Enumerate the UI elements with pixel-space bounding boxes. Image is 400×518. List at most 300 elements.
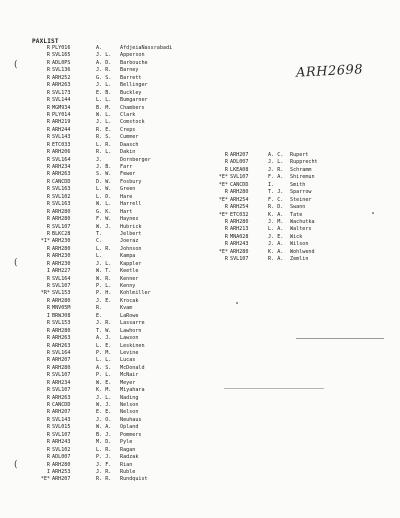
entry-name: Neuhaus — [120, 416, 142, 423]
entry-name: Barrett — [120, 74, 142, 81]
entry-name: Walters — [290, 226, 312, 233]
list-item — [38, 409, 210, 416]
entry-name: Dakin — [120, 149, 136, 156]
entry-name: Lassarre — [120, 320, 145, 327]
entry-name: Kenny — [120, 283, 136, 289]
status-mark: R — [46, 216, 50, 223]
entry-code: SVL153 — [52, 290, 71, 297]
status-mark: *E* — [218, 211, 228, 218]
entry-initials: J. L. — [96, 82, 112, 89]
entry-initials: T. — [96, 230, 103, 237]
list-item — [38, 82, 210, 89]
entry-initials: T. J. — [268, 189, 284, 196]
entry-code: ARH253 — [52, 468, 71, 475]
entry-initials: G. K. — [96, 208, 112, 215]
entry-initials: W. J. — [96, 223, 112, 230]
entry-name: Dornberger — [120, 156, 151, 163]
entry-name: LaRowe — [120, 312, 139, 319]
status-mark: R — [224, 233, 228, 240]
entry-name: Jelbert — [120, 230, 142, 237]
status-mark: *R* — [40, 290, 50, 297]
list-item — [38, 402, 210, 409]
status-mark: R — [46, 364, 50, 371]
entry-initials: B. M. — [96, 104, 112, 111]
status-mark: R — [46, 297, 50, 304]
entry-code: ETC032 — [230, 211, 249, 218]
entry-name: Zemlin — [290, 256, 309, 263]
list-item — [38, 224, 210, 231]
list-item — [38, 179, 210, 186]
entry-initials: P. M. — [96, 349, 112, 356]
entry-initials: L. R. — [96, 446, 112, 453]
status-mark: R — [46, 111, 50, 118]
entry-name: Sparrow — [290, 189, 312, 196]
entry-code: ARH280 — [52, 297, 71, 304]
status-mark: R — [46, 201, 50, 208]
list-item — [38, 216, 210, 223]
status-mark: R — [46, 431, 50, 438]
status-mark: R — [46, 74, 50, 81]
list-item — [38, 209, 210, 216]
status-mark: R — [46, 283, 50, 289]
entry-code: ARH280 — [52, 216, 71, 223]
list-item — [38, 112, 210, 119]
list-item — [38, 372, 210, 379]
entry-name: Bellinger — [120, 82, 148, 89]
entry-code: SVL165 — [52, 52, 71, 59]
entry-initials: J. E. — [268, 233, 284, 240]
entry-code: CANCDD — [52, 178, 71, 185]
list-item — [38, 253, 210, 260]
status-mark: R — [46, 59, 50, 66]
entry-code: ARH219 — [52, 119, 71, 126]
entry-initials: J. L. — [96, 394, 112, 401]
entry-initials: A. C. — [268, 152, 284, 158]
list-item — [216, 212, 380, 219]
entry-initials: W. L. — [96, 201, 112, 208]
status-mark: R — [46, 193, 50, 200]
status-mark: *E* — [218, 181, 228, 188]
entry-code: SVL107 — [52, 387, 71, 394]
list-item — [38, 238, 210, 245]
entry-initials: A. D. — [96, 59, 112, 66]
entry-name: Levine — [120, 349, 139, 356]
entry-code: ADL0PS — [52, 59, 71, 66]
entry-code: ARH280 — [52, 245, 71, 252]
entry-code: ARH254 — [230, 196, 249, 203]
entry-initials: R. R. — [96, 476, 112, 483]
entry-initials: L. W. — [96, 186, 112, 193]
entry-name: Kampa — [120, 253, 136, 260]
entry-initials: J. L. — [268, 159, 284, 166]
entry-initials: P. H. — [96, 290, 112, 297]
entry-initials: K. A. — [268, 248, 284, 255]
entry-code: ARH280 — [52, 208, 71, 215]
entry-code: ARH280 — [52, 364, 71, 371]
list-item — [38, 395, 210, 402]
list-item — [38, 387, 210, 394]
status-mark: R — [46, 119, 50, 126]
entry-name: Kenner — [120, 275, 139, 282]
entry-name: Swann — [290, 204, 306, 211]
entry-code: SVL102 — [52, 446, 71, 453]
entry-code: SVL173 — [52, 89, 71, 96]
list-item — [216, 167, 380, 174]
entry-name: Kohlmiller — [120, 290, 151, 297]
list-item — [38, 261, 210, 268]
entry-name: Haynes — [120, 216, 139, 223]
list-item — [38, 186, 210, 193]
document-title: PAXLIST — [32, 38, 59, 45]
entry-code: SVL163 — [52, 186, 71, 193]
entry-initials: E. E. — [96, 409, 112, 416]
status-mark: I — [46, 268, 50, 275]
status-mark: R — [46, 379, 50, 386]
entry-name: Kvam — [120, 305, 133, 312]
entry-code: ARH230 — [52, 260, 71, 267]
list-item — [216, 241, 380, 248]
entry-code: ADL007 — [230, 159, 249, 166]
list-item — [38, 171, 210, 178]
entry-initials: F. A. — [268, 174, 284, 181]
list-item — [38, 424, 210, 431]
status-mark: R — [224, 166, 228, 173]
status-mark: R — [46, 164, 50, 170]
entry-code: ARH243 — [52, 439, 71, 446]
list-item — [38, 290, 210, 297]
entry-code: ARH244 — [52, 126, 71, 133]
entry-code: ARH207 — [52, 476, 71, 483]
list-item — [216, 174, 380, 181]
status-mark: R — [224, 159, 228, 166]
entry-name: Barney — [120, 67, 139, 74]
status-mark: R — [224, 256, 228, 263]
list-item — [38, 462, 210, 469]
entry-code: SVL164 — [52, 349, 71, 356]
status-mark: R — [224, 204, 228, 211]
status-mark: R — [46, 89, 50, 96]
entry-initials: K. M. — [96, 387, 112, 394]
entry-initials: R. L. — [96, 149, 112, 156]
entry-name: Opland — [120, 424, 139, 431]
entry-name: Krocak — [120, 297, 139, 304]
status-mark: R — [46, 424, 50, 431]
entry-name: Wachutka — [290, 218, 315, 225]
entry-initials: J. L. — [96, 260, 112, 267]
status-mark: R — [46, 149, 50, 156]
entry-initials: R. — [96, 305, 103, 312]
entry-code: SVL153 — [52, 320, 71, 327]
entry-name: Keetle — [120, 268, 139, 275]
passenger-list-left — [38, 45, 210, 484]
list-item — [38, 417, 210, 424]
list-item — [216, 226, 380, 233]
entry-initials: R. S. — [96, 134, 112, 141]
entry-initials: M. D. — [96, 439, 112, 446]
divider-line — [296, 338, 384, 339]
entry-name: Rian — [120, 461, 133, 468]
entry-name: Wohlwend — [290, 248, 315, 255]
entry-code: SVL107 — [230, 174, 249, 181]
entry-name: Bumgarner — [120, 97, 148, 104]
entry-code: ADL007 — [52, 454, 71, 461]
entry-code: LKEA08 — [230, 166, 249, 173]
entry-initials: E. — [96, 312, 103, 319]
entry-code: ARH207 — [230, 152, 249, 158]
entry-code: ARH263 — [52, 171, 71, 178]
status-mark: R — [46, 342, 50, 349]
status-mark: R — [46, 126, 50, 133]
list-item — [38, 149, 210, 156]
status-mark: R — [46, 245, 50, 252]
entry-code: ARH227 — [52, 268, 71, 275]
status-mark: R — [224, 241, 228, 248]
status-mark: R — [224, 152, 228, 158]
list-item — [38, 157, 210, 164]
entry-initials: K. A. — [268, 211, 284, 218]
entry-code: BLKC28 — [52, 230, 71, 237]
entry-name: Buckley — [120, 89, 142, 96]
list-item — [216, 249, 380, 256]
status-mark: R — [46, 178, 50, 185]
entry-initials: R. E. — [96, 126, 112, 133]
list-item — [38, 454, 210, 461]
list-item — [38, 246, 210, 253]
entry-code: SVL107 — [52, 283, 71, 289]
margin-mark: ( — [14, 258, 18, 268]
entry-name: Comstock — [120, 119, 145, 126]
entry-code: ARH234 — [52, 379, 71, 386]
status-mark: R — [46, 372, 50, 379]
status-mark: R — [224, 189, 228, 196]
entry-initials: A. S. — [96, 364, 112, 371]
list-item — [38, 127, 210, 134]
entry-name: Hubrick — [120, 223, 142, 230]
status-mark: *E* — [218, 174, 228, 181]
list-item — [38, 439, 210, 446]
entry-code: ARH243 — [230, 241, 249, 248]
status-mark: *E* — [218, 196, 228, 203]
entry-name: Leskinen — [120, 342, 145, 349]
entry-initials: A. — [96, 45, 103, 51]
entry-code: ARH263 — [52, 335, 71, 342]
status-mark: *E* — [218, 248, 228, 255]
entry-initials: W. L. — [96, 111, 112, 118]
list-item — [38, 305, 210, 312]
status-mark: R — [46, 349, 50, 356]
entry-initials: F. C. — [268, 196, 284, 203]
entry-initials: T. W. — [96, 327, 112, 334]
list-item — [38, 119, 210, 126]
entry-initials: L. L. — [96, 357, 112, 364]
list-item — [38, 283, 210, 290]
list-item — [38, 357, 210, 364]
status-mark: R — [46, 82, 50, 89]
entry-initials: J. E. — [96, 297, 112, 304]
status-mark: R — [46, 45, 50, 51]
entry-code: ARH280 — [230, 248, 249, 255]
entry-name: Rupert — [290, 152, 309, 158]
list-item — [38, 231, 210, 238]
entry-name: Pommers — [120, 431, 142, 438]
entry-code: ARH263 — [52, 394, 71, 401]
entry-initials: J. R. — [96, 468, 112, 475]
status-mark: R — [46, 305, 50, 312]
entry-code: SVL107 — [52, 223, 71, 230]
entry-code: ETC033 — [52, 141, 71, 148]
entry-initials: J. R. — [268, 166, 284, 173]
status-mark: R — [46, 141, 50, 148]
status-mark: R — [46, 260, 50, 267]
status-mark: R — [46, 230, 50, 237]
status-mark: R — [46, 253, 50, 260]
list-item — [38, 134, 210, 141]
list-item — [38, 268, 210, 275]
entry-initials: P. L. — [96, 372, 112, 379]
speck — [236, 302, 238, 304]
list-item — [38, 90, 210, 97]
entry-name: Chambers — [120, 104, 145, 111]
entry-code: ARH280 — [230, 189, 249, 196]
entry-name: McDonald — [120, 364, 145, 371]
entry-initials: S. W. — [96, 171, 112, 178]
entry-name: Daasch — [120, 141, 139, 148]
entry-code: ARH280 — [52, 327, 71, 334]
entry-name: Schramm — [290, 166, 312, 173]
status-mark: R — [46, 275, 50, 282]
entry-initials: I. — [268, 181, 275, 188]
entry-name: Rundquist — [120, 476, 148, 483]
entry-code: PLY014 — [52, 111, 71, 118]
entry-code: ARH234 — [52, 164, 71, 170]
entry-name: Shiremun — [290, 174, 315, 181]
entry-initials: J. B. — [96, 164, 112, 170]
list-item — [38, 380, 210, 387]
entry-code: MNV05M — [52, 305, 71, 312]
entry-initials: L. D. — [96, 193, 112, 200]
divider-line — [224, 388, 324, 389]
entry-name: AfdjeiaNassrabadi — [120, 45, 173, 51]
entry-initials: R. A. — [268, 256, 284, 263]
status-mark: *E* — [40, 476, 50, 483]
entry-code: SVL107 — [230, 256, 249, 263]
entry-name: Kappler — [120, 260, 142, 267]
entry-code: MNA028 — [230, 233, 249, 240]
entry-initials: J. F. — [96, 461, 112, 468]
entry-code: SVL164 — [52, 275, 71, 282]
list-item — [216, 256, 380, 263]
speck — [372, 212, 374, 214]
entry-code: SVL015 — [52, 424, 71, 431]
list-item — [38, 328, 210, 335]
list-item — [38, 298, 210, 305]
list-item — [216, 234, 380, 241]
status-mark: R — [46, 134, 50, 141]
status-mark: R — [46, 394, 50, 401]
list-item — [38, 276, 210, 283]
entry-initials: G. S. — [96, 74, 112, 81]
list-item — [38, 313, 210, 320]
entry-initials: W. R. — [96, 275, 112, 282]
status-mark: R — [46, 335, 50, 342]
list-item — [38, 365, 210, 372]
entry-code: SVL136 — [52, 67, 71, 74]
entry-initials: L. E. — [96, 342, 112, 349]
entry-code: ARH252 — [52, 74, 71, 81]
entry-initials: L. R. — [96, 141, 112, 148]
entry-name: Lawson — [120, 335, 139, 342]
entry-name: Apperson — [120, 52, 145, 59]
status-mark: R — [46, 446, 50, 453]
status-mark: R — [46, 104, 50, 111]
status-mark: *I* — [40, 238, 50, 245]
entry-name: Creps — [120, 126, 136, 133]
entry-name: Ragan — [120, 446, 136, 453]
entry-code: CANCDD — [230, 181, 249, 188]
entry-name: Johnson — [120, 245, 142, 252]
list-item — [38, 142, 210, 149]
entry-initials: P. J. — [96, 454, 112, 461]
entry-name: Harrell — [120, 201, 142, 208]
list-item — [216, 197, 380, 204]
list-item — [216, 159, 380, 166]
list-item — [38, 335, 210, 342]
list-item — [38, 60, 210, 67]
status-mark: R — [46, 208, 50, 215]
entry-name: Steiner — [290, 196, 312, 203]
entry-name: Meyer — [120, 379, 136, 386]
entry-name: Nelson — [120, 402, 139, 408]
entry-initials: J. R. — [96, 67, 112, 74]
entry-name: Farr — [120, 164, 133, 170]
list-item — [38, 476, 210, 483]
entry-code: ARH207 — [52, 409, 71, 416]
entry-initials: R. D. — [268, 204, 284, 211]
status-mark: I — [46, 312, 50, 319]
entry-name: Clark — [120, 111, 136, 118]
status-mark: R — [46, 67, 50, 74]
entry-code: ARH280 — [52, 461, 71, 468]
entry-initials: B. J. — [96, 431, 112, 438]
list-item — [216, 204, 380, 211]
status-mark: R — [46, 223, 50, 230]
status-mark: R — [46, 156, 50, 163]
status-mark: R — [46, 409, 50, 416]
status-mark: R — [46, 402, 50, 408]
entry-name: Fewer — [120, 171, 136, 178]
entry-name: Hare — [120, 193, 133, 200]
entry-code: ARH263 — [52, 342, 71, 349]
entry-initials: L. L. — [96, 97, 112, 104]
entry-name: Hart — [120, 208, 133, 215]
entry-code: SVL143 — [52, 416, 71, 423]
entry-initials: W. E. — [96, 379, 112, 386]
handwritten-annotation: ARH2698 — [295, 62, 364, 81]
entry-name: Barbouche — [120, 59, 148, 66]
entry-initials: F. W. — [96, 216, 112, 223]
entry-initials: J. A. — [268, 241, 284, 248]
entry-name: Ruble — [120, 468, 136, 475]
entry-initials: J. L. — [96, 119, 112, 126]
entry-code: ARH263 — [52, 82, 71, 89]
list-item — [38, 469, 210, 476]
list-item — [38, 350, 210, 357]
status-mark: R — [224, 226, 228, 233]
entry-name: Lawhorn — [120, 327, 142, 334]
list-item — [38, 52, 210, 59]
status-mark: R — [46, 52, 50, 59]
entry-name: Green — [120, 186, 136, 193]
